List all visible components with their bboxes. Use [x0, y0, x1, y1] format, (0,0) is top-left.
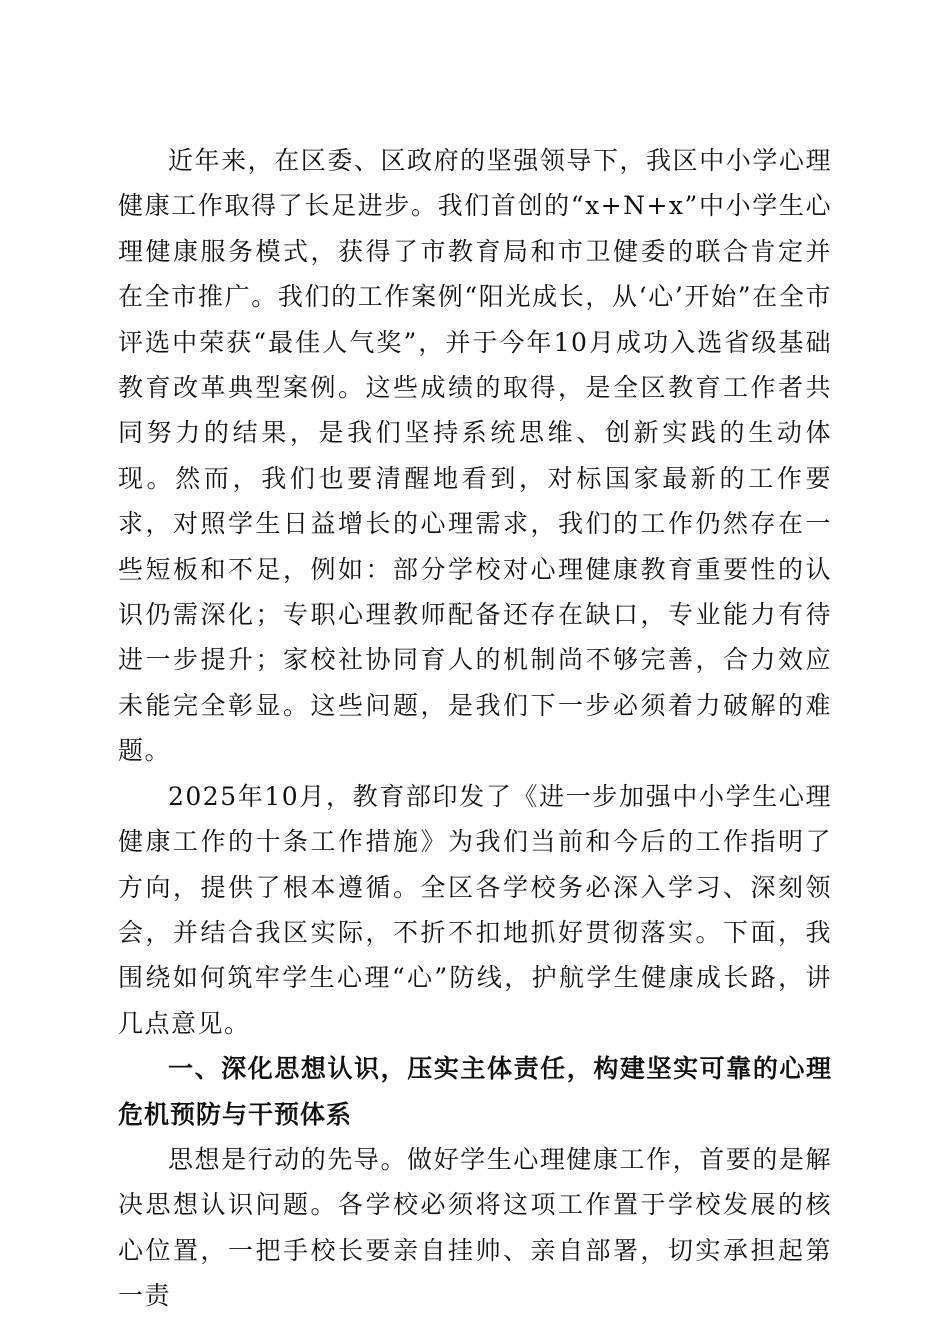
section-heading: 一、深化思想认识，压实主体责任，构建坚实可靠的心理危机预防与干预体系 — [118, 1054, 832, 1129]
section-paragraph: 思想是行动的先导。做好学生心理健康工作，首要的是解决思想认识问题。各学校必须将这项工作置于学校发展的核心位置，一把手校长要亲自挂帅、亲自部署，切实承担起第一责 — [118, 1144, 832, 1311]
body-paragraph: 近年来，在区委、区政府的坚强领导下，我区中小学心理健康工作取得了长足进步。我们首创的“x+N+x”中小学生心理健康服务模式，获得了市教育局和市卫健委的联合肯定并在全市推广。我们的工作案例“阳光成长，从‘心’开始”在全市评选中荣获“最佳人气奖”，并于今年10月成功入选省级基础教育改革典型案例。这些成绩的取得，是全区教育工作者共同努力的结果，是我们坚持系统思维、创新实践的生动体现。然而，我们也要清醒地看到，对标国家最新的工作要求，对照学生日益增长的心理需求，我们的工作仍然存在一些短板和不足，例如：部分学校对心理健康教育重要性的认识仍需深化；专职心理教师配备还存在缺口，专业能力有待进一步提升；家校社协同育人的机制尚不够完善，合力效应未能完全彰显。这些问题，是我们下一步必须着力破解的难题。 — [118, 146, 832, 766]
document-body — [118, 138, 832, 1319]
body-paragraph: 2025年10月，教育部印发了《进一步加强中小学生心理健康工作的十条工作措施》为我们当前和今后的工作指明了方向，提供了根本遵循。全区各学校务必深入学习、深刻领会，并结合我区实际，不折不扣地抓好贯彻落实。下面，我围绕如何筑牢学生心理“心”防线，护航学生健康成长路，讲几点意见。 — [118, 781, 832, 1038]
